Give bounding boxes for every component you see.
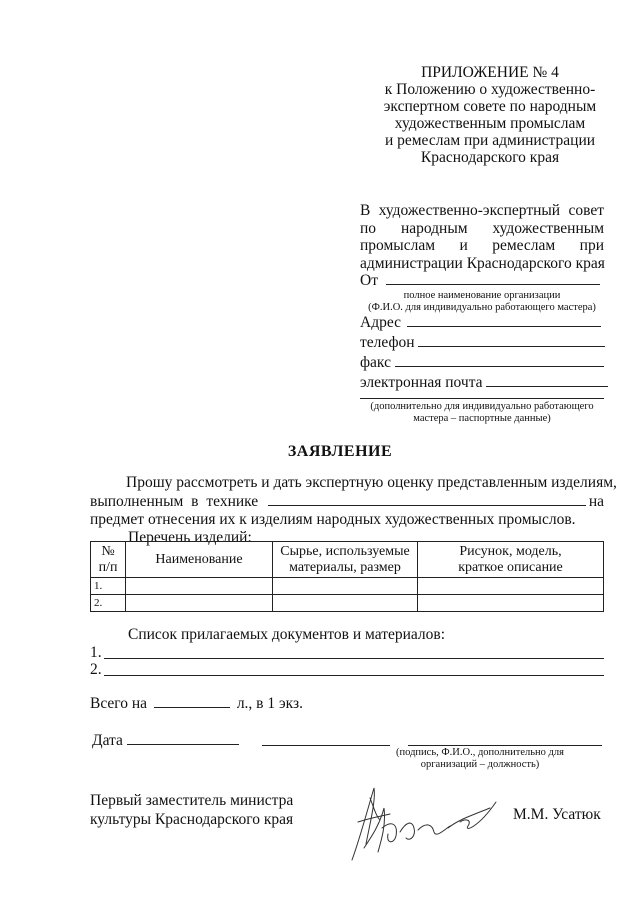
appendix-title: ПРИЛОЖЕНИЕ № 4 (421, 64, 559, 81)
from-row (360, 272, 600, 290)
addressee-block (360, 202, 605, 272)
technique-label: выполненным в технике (90, 493, 259, 510)
addressee-line: администрации Краснодарского края (360, 254, 605, 272)
technique-tail: на (588, 493, 604, 510)
table-cell[interactable] (273, 578, 418, 595)
row-number: 2. (91, 595, 126, 612)
from-field[interactable] (386, 284, 600, 285)
official-position: Первый заместитель министра культуры Краснодарского края (90, 792, 294, 828)
table-cell[interactable] (418, 595, 604, 612)
fax-row (360, 354, 604, 372)
table-row (91, 595, 604, 612)
addressee-line: промыслам и ремеслам при (360, 237, 604, 254)
date-label: Дата (92, 732, 123, 749)
appendix-header (360, 64, 620, 166)
appendix-line: экспертном совете по народным (383, 98, 597, 115)
body-line-3: предмет отнесения их к изделиям народных художественных промыслов. (90, 511, 576, 528)
phone-row (360, 334, 605, 352)
col-header-description: Рисунок, модель, краткое описание (418, 542, 604, 578)
documents-label: Список прилагаемых документов и материалов: (128, 626, 446, 643)
col-header-name: Наименование (126, 542, 273, 578)
appendix-line: и ремеслам при администрации (384, 132, 596, 149)
email-field[interactable] (486, 386, 608, 387)
appendix-line: Краснодарского края (420, 149, 560, 166)
row-number: 1. (91, 578, 126, 595)
signature-field-right[interactable] (408, 745, 602, 746)
addressee-line: В художественно-экспертный совет (360, 202, 604, 219)
appendix-line: к Положению о художественно- (384, 81, 596, 98)
address-row (360, 314, 601, 332)
table-cell[interactable] (126, 595, 273, 612)
handwritten-signature (340, 778, 515, 868)
addressee-line: по народным художественным (360, 219, 604, 237)
body-line-2 (90, 493, 604, 511)
email-label: электронная почта (360, 374, 483, 391)
fax-field[interactable] (395, 366, 604, 367)
col-header-materials: Сырье, используемые материалы, размер (273, 542, 418, 578)
items-table (90, 541, 604, 612)
phone-field[interactable] (418, 346, 605, 347)
col-header-number: № п/п (91, 542, 126, 578)
items-list-label: Перечень изделий: (128, 529, 252, 546)
table-header-row (91, 542, 604, 578)
document-field[interactable] (104, 675, 604, 676)
body-line-1: Прошу рассмотреть и дать экспертную оценку представленным изделиям, (126, 474, 617, 491)
extra-line[interactable] (360, 398, 604, 399)
from-note: полное наименование организации (Ф.И.О. для индивидуально работающего мастера) (368, 290, 596, 313)
official-name: М.М. Усатюк (513, 806, 601, 823)
signature-note: (подпись, Ф.И.О., дополнительно для организаций – должность) (396, 747, 564, 770)
appendix-line: художественным промыслам (394, 115, 586, 132)
address-field[interactable] (407, 326, 601, 327)
document-item: 2. (90, 661, 604, 679)
from-label: От (360, 272, 378, 289)
table-cell[interactable] (273, 595, 418, 612)
technique-field[interactable] (268, 505, 586, 506)
table-row (91, 578, 604, 595)
total-prefix: Всего на (90, 695, 148, 712)
date-row (92, 732, 239, 750)
pages-field[interactable] (154, 707, 230, 708)
table-cell[interactable] (126, 578, 273, 595)
fax-label: факс (360, 354, 391, 371)
signature-field-left[interactable] (262, 745, 390, 746)
date-field[interactable] (127, 744, 239, 745)
extra-note: (дополнительно для индивидуально работающего мастера – паспортные данные) (370, 401, 594, 424)
total-suffix: л., в 1 экз. (236, 695, 303, 712)
document-field[interactable] (104, 658, 604, 659)
table-cell[interactable] (418, 578, 604, 595)
document-title: ЗАЯВЛЕНИЕ (287, 443, 393, 460)
document-item: 1. (90, 644, 604, 662)
phone-label: телефон (360, 334, 415, 351)
email-row (360, 374, 608, 392)
total-row (90, 695, 303, 713)
address-label: Адрес (360, 314, 401, 331)
